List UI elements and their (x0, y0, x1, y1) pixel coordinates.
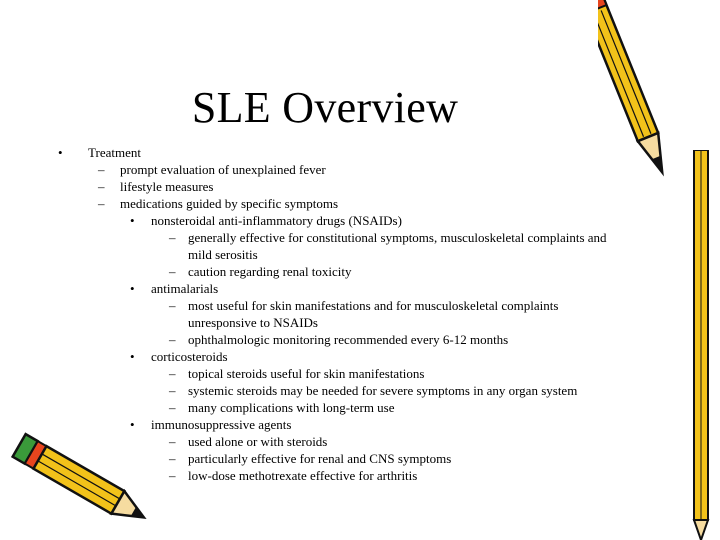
item-nsaids: nonsteroidal anti-inflammatory drugs (NSAIDs) (151, 213, 402, 228)
list-item (55, 383, 655, 400)
list-item (55, 434, 655, 451)
item-prompt-eval: prompt evaluation of unexplained fever (120, 162, 326, 177)
item-antimal-useful: most useful for skin manifestations and for musculoskeletal complaints (188, 298, 559, 313)
item-immuno-renal: particularly effective for renal and CNS symptoms (188, 451, 452, 466)
item-medications: medications guided by specific symptoms (120, 196, 339, 211)
item-cortico-complications: many complications with long-term use (188, 400, 395, 415)
list-item (55, 264, 655, 281)
dash-marker: – (98, 162, 105, 177)
list-item (55, 332, 655, 349)
item-immuno-mtx: low-dose methotrexate effective for arthritis (188, 468, 418, 483)
list-item-continuation (55, 247, 655, 264)
list-item (55, 196, 655, 213)
bullet-marker: • (58, 145, 63, 160)
list-item (55, 162, 655, 179)
list-item (55, 179, 655, 196)
item-lifestyle: lifestyle measures (120, 179, 214, 194)
list-item (55, 281, 655, 298)
dash-marker: – (169, 451, 176, 466)
list-item (55, 366, 655, 383)
item-antimal-useful-cont: unresponsive to NSAIDs (188, 315, 318, 330)
item-nsaids-effective-cont: mild serositis (188, 247, 258, 262)
bullet-list (55, 145, 655, 485)
dash-marker: – (169, 332, 176, 347)
slide-title: SLE Overview (191, 83, 459, 132)
item-antimalarials: antimalarials (151, 281, 219, 296)
bullet-marker: • (130, 213, 135, 228)
item-corticosteroids: corticosteroids (151, 349, 228, 364)
dash-marker: – (169, 468, 176, 483)
dash-marker: – (98, 196, 105, 211)
item-immuno-alone: used alone or with steroids (188, 434, 328, 449)
dash-marker: – (169, 366, 176, 381)
item-antimal-ophth: ophthalmologic monitoring recommended every 6-12 months (188, 332, 509, 347)
list-item (55, 230, 655, 247)
dash-marker: – (169, 230, 176, 245)
bullet-marker: • (130, 417, 135, 432)
list-item (55, 417, 655, 434)
dash-marker: – (169, 264, 176, 279)
dash-marker: – (98, 179, 105, 194)
list-item (55, 349, 655, 366)
bullet-marker: • (130, 281, 135, 296)
list-item (55, 213, 655, 230)
item-treatment: Treatment (88, 145, 141, 160)
item-cortico-systemic: systemic steroids may be needed for severe symptoms in any organ system (188, 383, 578, 398)
list-item-continuation (55, 315, 655, 332)
dash-marker: – (169, 434, 176, 449)
item-nsaids-effective: generally effective for constitutional symptoms, musculoskeletal complaints and (188, 230, 607, 245)
list-item (55, 298, 655, 315)
bullet-marker: • (130, 349, 135, 364)
item-nsaids-caution: caution regarding renal toxicity (188, 264, 352, 279)
list-item (55, 145, 655, 162)
dash-marker: – (169, 298, 176, 313)
list-item (55, 400, 655, 417)
dash-marker: – (169, 383, 176, 398)
dash-marker: – (169, 400, 176, 415)
item-cortico-topical: topical steroids useful for skin manifestations (188, 366, 425, 381)
pencil-right-edge-icon (680, 150, 720, 540)
list-item (55, 451, 655, 468)
item-immuno: immunosuppressive agents (151, 417, 292, 432)
list-item (55, 468, 655, 485)
